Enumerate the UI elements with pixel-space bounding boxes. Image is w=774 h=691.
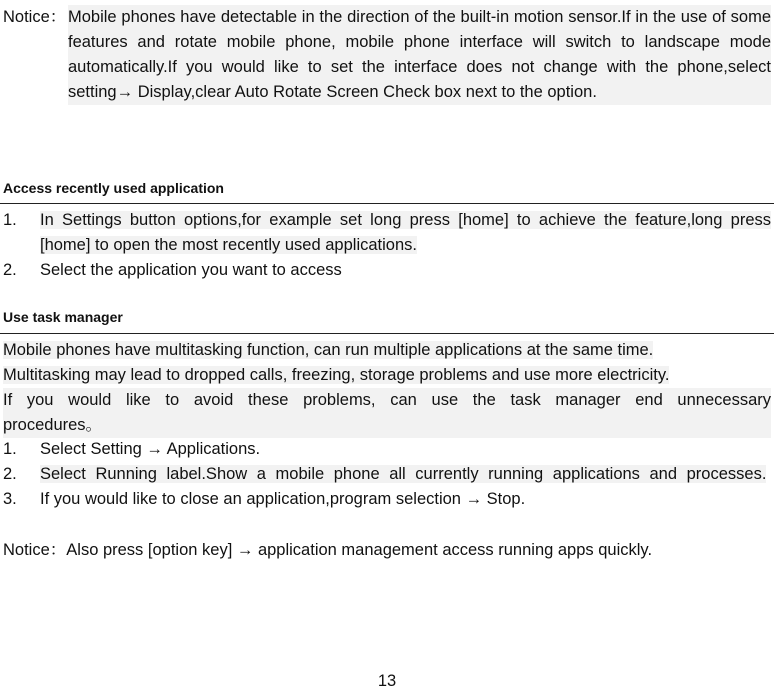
list-item xyxy=(3,437,771,462)
list-item xyxy=(3,462,771,487)
section-heading-recent-apps: Access recently used application xyxy=(3,180,224,196)
task-manager-steps xyxy=(3,437,771,512)
notice-block xyxy=(3,5,771,105)
list-text: If you would like to close an application,program selection → Stop. xyxy=(40,490,526,508)
task-manager-paragraph xyxy=(3,338,771,438)
list-number: 2. xyxy=(3,465,17,483)
list-text: In Settings button options,for example set long press [home] to achieve the feature,long press [home] to open the most recently used applications. xyxy=(40,211,771,254)
list-item xyxy=(3,487,771,512)
list-number: 1. xyxy=(3,440,17,458)
list-text: Select the application you want to access xyxy=(40,261,342,279)
list-number: 1. xyxy=(3,211,17,229)
section-heading-task-manager: Use task manager xyxy=(3,309,123,325)
section-rule xyxy=(0,203,774,204)
notice-label: Notice： xyxy=(3,541,67,559)
list-number: 3. xyxy=(3,490,17,508)
notice-footer xyxy=(3,538,652,563)
list-item xyxy=(3,208,771,258)
list-number: 2. xyxy=(3,261,17,279)
notice-text: Also press [option key] → application management access running apps quickly. xyxy=(66,541,653,559)
list-text: Select Setting → Applications. xyxy=(40,440,261,458)
page-number: 13 xyxy=(377,672,397,690)
notice-label: Notice： xyxy=(3,8,67,26)
paragraph-line: Mobile phones have multitasking function, can run multiple applications at the same time. xyxy=(3,341,654,359)
notice-text: Mobile phones have detectable in the direction of the built-in motion sensor.If in the use of some features and rotate mobile phone, mobile phone interface will switch to landscape mode automatically.If you would like to set the interface does not change with the phone,select setting→ Display,clear Auto Rotate Screen Check box next to the option. xyxy=(68,5,771,105)
paragraph-line: Multitasking may lead to dropped calls, freezing, storage problems and use more electricity. xyxy=(3,366,670,384)
list-text: Select Running label.Show a mobile phone all currently running applications and processes. xyxy=(40,465,767,483)
list-item xyxy=(3,258,771,283)
section-rule xyxy=(0,333,774,334)
recent-apps-steps xyxy=(3,208,771,283)
paragraph-line: If you would like to avoid these problems, can use the task manager end unnecessary procedures。 xyxy=(3,388,771,438)
